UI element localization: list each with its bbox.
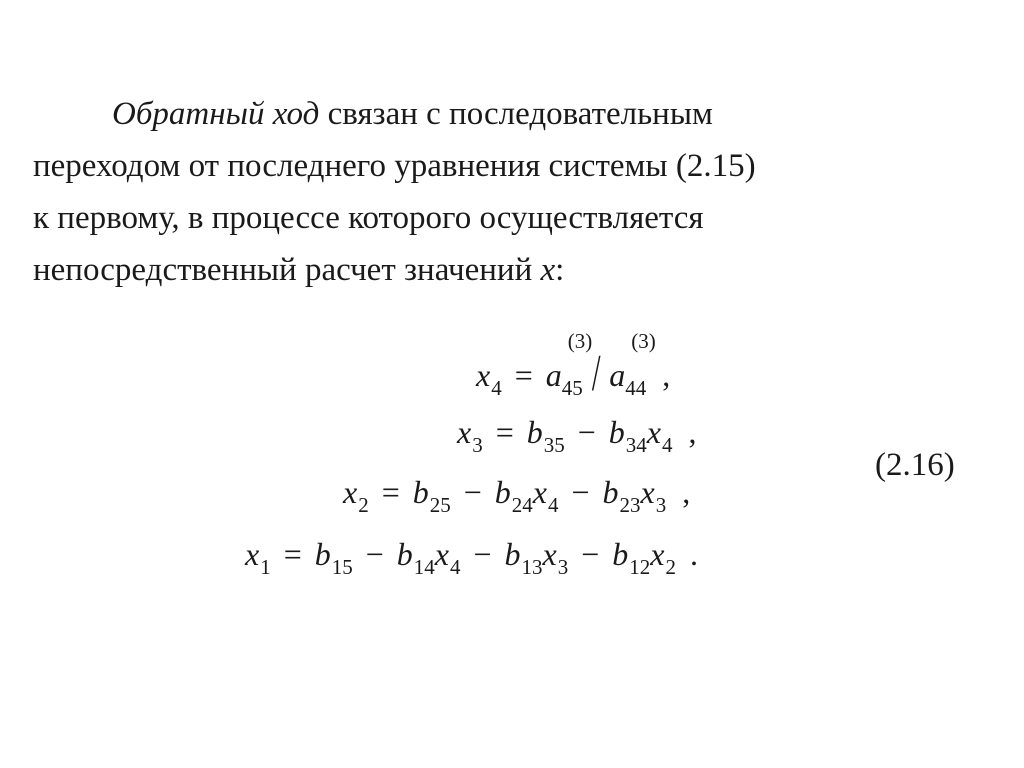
eq1-comma: , — [662, 357, 671, 393]
eq2-b35-var: b — [526, 414, 543, 450]
paragraph-line-3: к первому, в процессе которого осуществляется — [33, 200, 704, 236]
eq3-x4-sub: 4 — [548, 493, 559, 517]
eq2-x4-sub: 4 — [662, 433, 673, 457]
paragraph-line-4 — [33, 244, 933, 296]
eq4-x4-sub: 4 — [450, 555, 461, 579]
eq4-b15-var: b — [314, 536, 331, 572]
eq4-b13-var: b — [504, 536, 521, 572]
eq1-division-slash: / — [591, 345, 601, 402]
eq3-lhs-var: x — [343, 474, 358, 510]
eq3-b24-var: b — [494, 474, 511, 510]
eq3-b23-sub: 23 — [619, 493, 641, 517]
equation-x1 — [245, 534, 698, 578]
eq1-a45-sub: 45 — [561, 376, 583, 400]
eq3-comma: , — [682, 474, 691, 510]
eq2-lhs-sub: 3 — [472, 433, 483, 457]
line4-text: непосредственный расчет значений — [33, 252, 541, 288]
eq3-equals: = — [381, 474, 400, 510]
eq4-minus-2: − — [473, 536, 492, 572]
equation-x2 — [343, 472, 690, 516]
eq1-a44-sup: (3) — [631, 329, 656, 353]
eq3-lhs-sub: 2 — [358, 493, 369, 517]
variable-x: x — [540, 252, 556, 288]
eq4-x3-sub: 3 — [557, 555, 569, 579]
eq3-x3-sub: 3 — [655, 493, 667, 517]
eq4-b14-var: b — [396, 536, 413, 572]
eq1-a45-sup: (3) — [567, 329, 593, 353]
equation-x3 — [457, 412, 697, 456]
equation-x4 — [476, 329, 671, 402]
eq3-x3-var: x — [640, 474, 655, 510]
eq4-minus-3: − — [581, 536, 600, 572]
eq2-lhs-var: x — [457, 414, 472, 450]
eq1-a45-var: a — [545, 357, 562, 393]
line1-text: связан с последовательным — [319, 96, 713, 132]
eq4-x4-var: x — [434, 536, 449, 572]
equation-number: (2.16) — [875, 447, 955, 483]
eq1-lhs-sub: 4 — [491, 376, 502, 400]
eq3-x4-var: x — [532, 474, 547, 510]
term-backward-pass: Обратный ход — [112, 96, 320, 132]
eq4-b12-var: b — [612, 536, 629, 572]
eq3-b24-sub: 24 — [511, 493, 533, 517]
eq4-lhs-var: x — [245, 536, 260, 572]
eq2-b35-sub: 35 — [543, 433, 565, 457]
intro-paragraph — [33, 88, 933, 296]
eq4-b14-sub: 14 — [413, 555, 435, 579]
line4-colon: : — [555, 252, 565, 288]
eq3-b25-sub: 25 — [429, 493, 451, 517]
eq1-a44-sub: 44 — [625, 376, 647, 400]
eq4-b13-sub: 13 — [521, 555, 543, 579]
paragraph-line-1 — [33, 88, 933, 140]
eq2-equals: = — [495, 414, 514, 450]
eq4-x3-var: x — [542, 536, 557, 572]
eq2-b34-sub: 34 — [625, 433, 647, 457]
eq4-minus-1: − — [365, 536, 384, 572]
eq4-period: . — [690, 536, 698, 572]
eq4-x2-sub: 2 — [665, 555, 676, 579]
eq1-lhs-var: x — [476, 357, 491, 393]
eq3-b23-var: b — [602, 474, 619, 510]
eq1-a44 — [609, 329, 656, 400]
eq2-minus: − — [577, 414, 596, 450]
paragraph-line-2: переходом от последнего уравнения системы (2.15) — [33, 148, 756, 184]
eq4-b15-sub: 15 — [331, 555, 353, 579]
eq3-minus-2: − — [571, 474, 590, 510]
eq1-a44-var: a — [609, 357, 626, 393]
eq4-b12-sub: 12 — [629, 555, 651, 579]
eq1-a45 — [545, 329, 593, 400]
eq3-b25-var: b — [412, 474, 429, 510]
eq3-minus-1: − — [463, 474, 482, 510]
eq4-x2-var: x — [650, 536, 665, 572]
eq2-x4-var: x — [646, 414, 661, 450]
eq1-equals: = — [514, 357, 533, 393]
eq4-equals: = — [283, 536, 302, 572]
eq4-lhs-sub: 1 — [260, 555, 271, 579]
eq2-b34-var: b — [608, 414, 625, 450]
eq2-comma: , — [688, 414, 697, 450]
